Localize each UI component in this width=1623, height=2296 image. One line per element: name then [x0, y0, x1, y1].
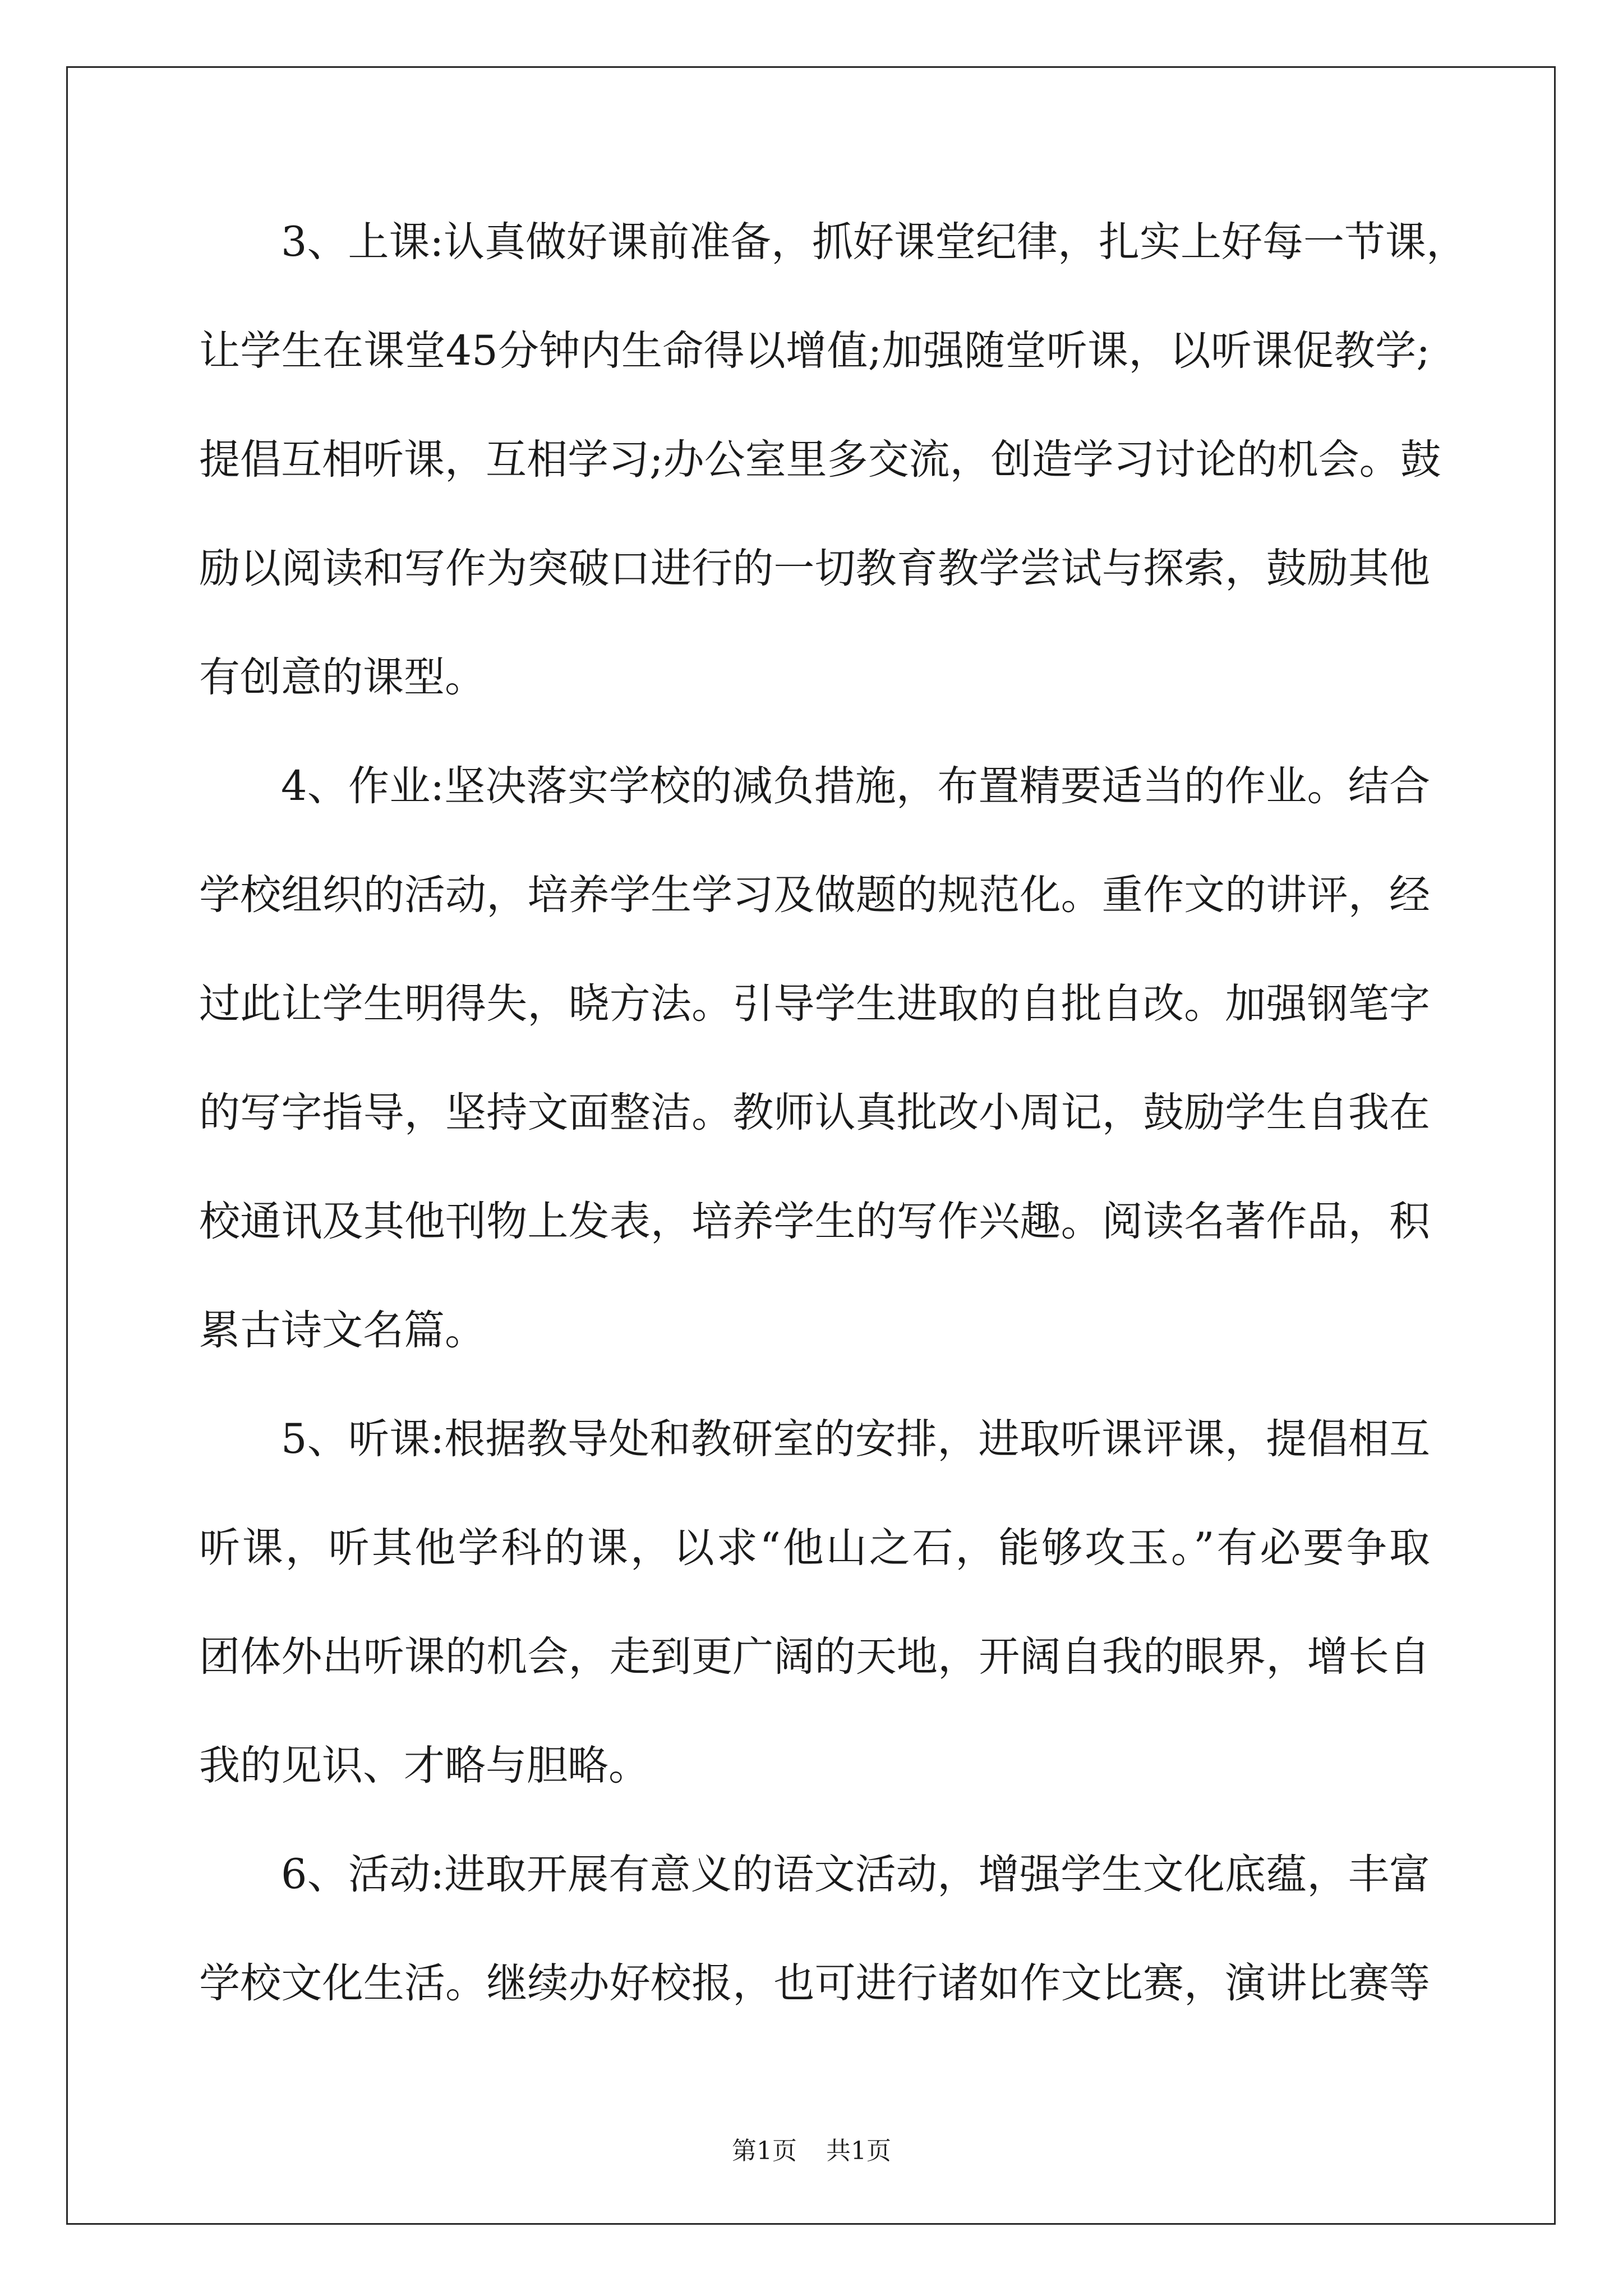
paragraph-line: 我的见识、才略与胆略。 — [199, 1742, 649, 1789]
paragraph-line: 团体外出听课的机会，走到更广阔的天地，开阔自我的眼界，增长自 — [199, 1633, 1430, 1681]
paragraph-line: 学校组织的活动，培养学生学习及做题的规范化。重作文的讲评，经 — [199, 871, 1430, 919]
paragraph-line: 让学生在课堂45分钟内生命得以增值;加强随堂听课，以听课促教学; — [199, 327, 1430, 375]
page-number: 第1页 — [732, 2137, 797, 2165]
paragraph-line: 累古诗文名篇。 — [199, 1306, 486, 1354]
document-body — [199, 188, 1468, 2038]
paragraph-line: 4、作业:坚决落实学校的减负措施，布置精要适当的作业。结合 — [281, 762, 1430, 810]
paragraph-line: 听课，听其他学科的课，以求“他山之石，能够攻玉。”有必要争取 — [199, 1524, 1430, 1572]
paragraph-line: 校通讯及其他刊物上发表，培养学生的写作兴趣。阅读名著作品，积 — [199, 1198, 1430, 1245]
paragraph-line: 5、听课:根据教导处和教研室的安排，进取听课评课，提倡相互 — [281, 1415, 1430, 1463]
paragraph-line: 3、上课:认真做好课前准备，抓好课堂纪律，扎实上好每一节课， — [281, 218, 1468, 266]
paragraph-line: 有创意的课型。 — [199, 654, 486, 701]
paragraph-line: 过此让学生明得失，晓方法。引导学生进取的自批自改。加强钢笔字 — [199, 980, 1430, 1028]
page-total: 共1页 — [826, 2137, 891, 2165]
paragraph-line: 6、活动:进取开展有意义的语文活动，增强学生文化底蕴，丰富 — [281, 1851, 1430, 1898]
page-footer — [0, 2131, 1623, 2166]
paragraph-line: 的写字指导，坚持文面整洁。教师认真批改小周记，鼓励学生自我在 — [199, 1089, 1430, 1137]
paragraph-line: 学校文化生活。继续办好校报，也可进行诸如作文比赛，演讲比赛等 — [199, 1959, 1430, 2007]
paragraph-line: 励以阅读和写作为突破口进行的一切教育教学尝试与探索，鼓励其他 — [199, 545, 1430, 592]
paragraph-line: 提倡互相听课，互相学习;办公室里多交流，创造学习讨论的机会。鼓 — [199, 436, 1441, 484]
